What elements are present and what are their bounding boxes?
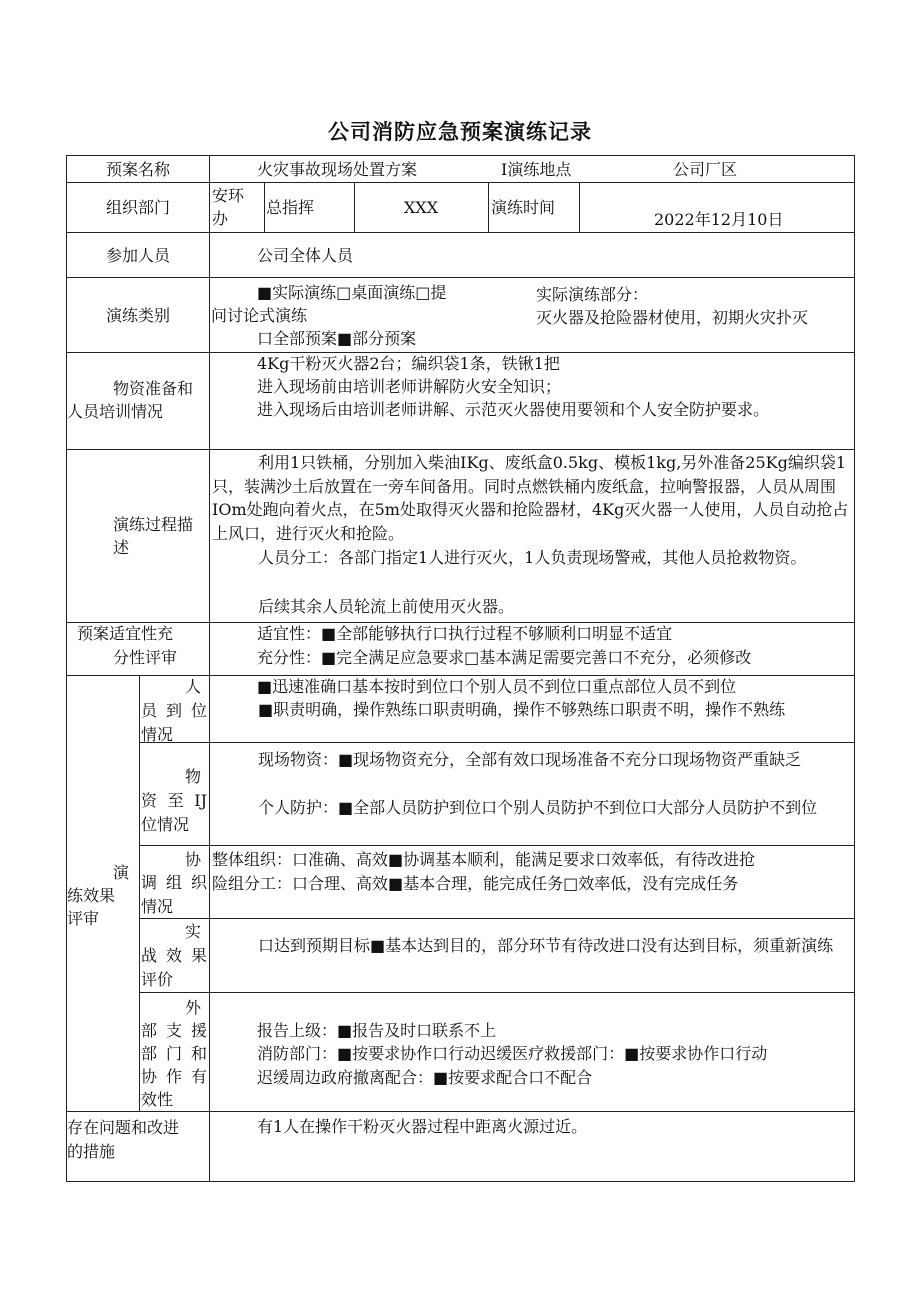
follow-up-note: 后续其余人员轮流上前使用灭火器。 [258,597,515,616]
col-divider [579,182,580,232]
effect-review-label-cont: 练效果 [67,886,116,905]
actual-drill-part-label: 实际演练部分： [536,285,649,304]
drill-location-value: 公司厂区 [673,160,738,179]
coordination-label-end: 情况 [141,897,174,916]
personal-protection-options: 个人防护：■全部人员防护到位口个别人员防护不到位口大部分人员防护不到位 [258,798,818,817]
issues-measures-label-cont: 的措施 [67,1142,116,1161]
plan-review-label-cont: 分性评审 [113,648,178,667]
page-title: 公司消防应急预案演练记录 [328,120,592,144]
duty-options: ■职责明确，操作熟练口职责明确，操作不够熟练口职责不明，操作不熟练 [258,700,786,719]
organizer-value-cont: 办 [212,209,229,228]
suitability-review: 适宜性：■全部能够执行口执行过程不够顺利口明显不适宜 [257,624,673,643]
external-support-label-l2: 部支援 [141,1021,207,1040]
plan-review-label: 预案适宜性充 [77,624,174,643]
materials-training-label-cont: 人员培训情况 [67,402,164,421]
organizer-value: 安环 [212,186,245,205]
external-support-label-l4: 协作有 [141,1067,207,1086]
row-divider [67,182,854,183]
combat-effect-options: 口达到预期目标■基本达到目的，部分环节有待改进口没有达到目标，须重新演练 [258,936,834,955]
drill-type-options-cont: 问讨论式演练 [211,306,308,325]
process-description: 利用1只铁桶，分别加入柴油IKg、废纸盒0.5kg、模板1kg,另外准备25Kg编织袋1只，装满沙土后放置在一旁车间备用。同时点燃铁桶内废纸盒，拉响警报器，人员从周围IOm处跑向着火点，在5m处取得灭火器和抢险器材，4Kg灭火器一人使用，人员自动抢占上风口，进行灭火和抢险。 [212,453,849,543]
drill-type-label: 演练类别 [105,306,170,325]
effect-review-label-end: 评审 [67,909,100,928]
materials-training-label: 物资准备和 [113,379,194,398]
fire-dept-options: 消防部门：■按要求协作口行动迟缓医疗救援部门：■按要求协作口行动 [257,1044,768,1063]
commander-value: XXX [403,198,439,217]
personnel-arrival-label: 人 [185,677,202,696]
row-divider [139,742,854,743]
organizer-label: 组织部门 [105,198,170,217]
drill-time-value: 2022年12月10日 [654,210,784,229]
plan-name-label: 预案名称 [105,160,170,179]
report-superior-options: 报告上级：■报告及时口联系不上 [257,1021,497,1040]
external-support-label-l3: 部门和 [141,1044,207,1063]
adequacy-review: 充分性：■完全满足应急要求□基本满足需要完善口不充分，必须修改 [257,648,752,667]
pre-entry-training: 进入现场前由培训老师讲解防火安全知识； [257,377,562,396]
row-divider [67,449,854,450]
participants-label: 参加人员 [105,246,170,265]
personnel-arrival-label-end: 情况 [141,725,174,744]
row-divider [139,845,854,846]
plan-name-value: 火灾事故现场处置方案 [257,160,418,179]
col-divider [488,182,489,232]
issues-measures-label: 存在问题和改进 [67,1118,180,1137]
process-label-cont: 述 [113,538,130,557]
materials-arrival-label: 物 [185,767,202,786]
row-divider [67,277,854,278]
drill-location-label: I演练地点 [501,160,572,179]
combat-effect-label-cont: 战效果 [141,946,207,965]
drill-record-table [66,155,855,1182]
personnel-arrival-label-cont: 员到位 [141,701,207,720]
materials-arrival-label-end: 位情况 [141,815,190,834]
col-divider [139,675,140,1111]
combat-effect-label-end: 评价 [141,970,174,989]
overall-organization-options: 整体组织：口准确、高效■协调基本顺利，能满足要求口效率低，有待改进抢 [212,850,756,869]
issues-measures-value: 有1人在操作干粉灭火器过程中距离火源过近。 [257,1117,588,1136]
coordination-label-cont: 调组织 [141,873,207,892]
external-support-label: 外 [185,998,202,1017]
plan-scope-options: 口全部预案■部分预案 [257,329,417,348]
row-divider [67,1111,854,1112]
coordination-label: 协 [185,850,202,869]
row-divider [67,232,854,233]
materials-list: 4Kg干粉灭火器2台；编织袋1条，铁锹1把 [257,354,560,373]
col-divider [209,156,210,1181]
effect-review-label: 演 [113,863,130,882]
commander-label: 总指挥 [266,198,315,217]
onsite-materials-options: 现场物资：■现场物资充分，全部有效口现场准备不充分口现场物资严重缺乏 [258,750,802,769]
rescue-team-options: 险组分工：口合理、高效■基本合理，能完成任务□效率低，没有完成任务 [212,874,739,893]
drill-time-label: 演练时间 [491,198,556,217]
participants-value: 公司全体人员 [257,246,354,265]
personnel-assignment: 人员分工：各部门指定1人进行灭火，1人负责现场警戒，其他人员抢救物资。 [258,548,807,567]
row-divider [139,918,854,919]
actual-drill-part-value: 灭火器及抢险器材使用，初期火灾扑灭 [536,308,809,327]
drill-type-options: ■实际演练□桌面演练□提 [257,283,447,302]
arrival-options: ■迅速准确口基本按时到位口个别人员不到位口重点部位人员不到位 [257,677,737,696]
materials-arrival-label-cont: 资至IJ [141,791,207,810]
government-cooperation-options: 迟缓周边政府撤离配合：■按要求配合口不配合 [257,1068,593,1087]
row-divider [139,992,854,993]
post-entry-training: 进入现场后由培训老师讲解、示范灭火器使用要领和个人安全防护要求。 [257,400,770,419]
process-label: 演练过程描 [113,515,194,534]
external-support-label-l5: 效性 [141,1090,174,1109]
combat-effect-label: 实 [185,922,202,941]
col-divider [264,182,265,232]
